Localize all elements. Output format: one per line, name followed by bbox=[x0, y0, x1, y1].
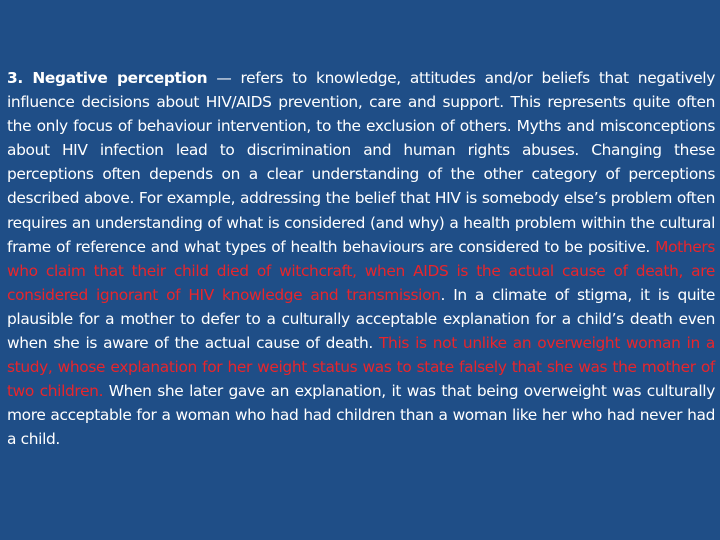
text-segment-stigma: . In a climate of stigma, it is quite plausible for a mother to defer to a culturally acceptable explanation for a child’s death even when she is aware of the actual cause of death. bbox=[7, 285, 715, 353]
highlighted-example-overweight: This is not unlike an overweight woman in a study, whose explanation for her weight status was to state falsely that she was the mother of two children. bbox=[7, 334, 715, 401]
section-heading: 3. Negative perception bbox=[7, 69, 208, 87]
highlighted-example-mothers: Mothers who claim that their child died of witchcraft, when AIDS is the actual cause of death, are considered ignorant of HIV knowledge and transmission bbox=[7, 237, 715, 304]
text-segment-conclusion: When she later gave an explanation, it was that being overweight was culturally more acceptable for a woman who had had children than a woman like her who had never had a child. bbox=[7, 382, 715, 449]
text-segment-intro: — refers to knowledge, attitudes and/or beliefs that negatively influence decisions about HIV/AIDS prevention, care and support. This represents quite often the only focus of behaviour intervention, to the exclusion of others. Myths and misconceptions about HIV infection lead to discrimination and human rights abuses. Changing these perceptions often depends on a clear understanding of the other category of perceptions described above. For example, addressing the belief that HIV is somebody else’s problem often requires an understanding of what is considered (and why) a health problem within the cultural frame of reference and what types of health behaviours are considered to be positive. bbox=[7, 69, 715, 256]
body-paragraph bbox=[7, 66, 715, 452]
